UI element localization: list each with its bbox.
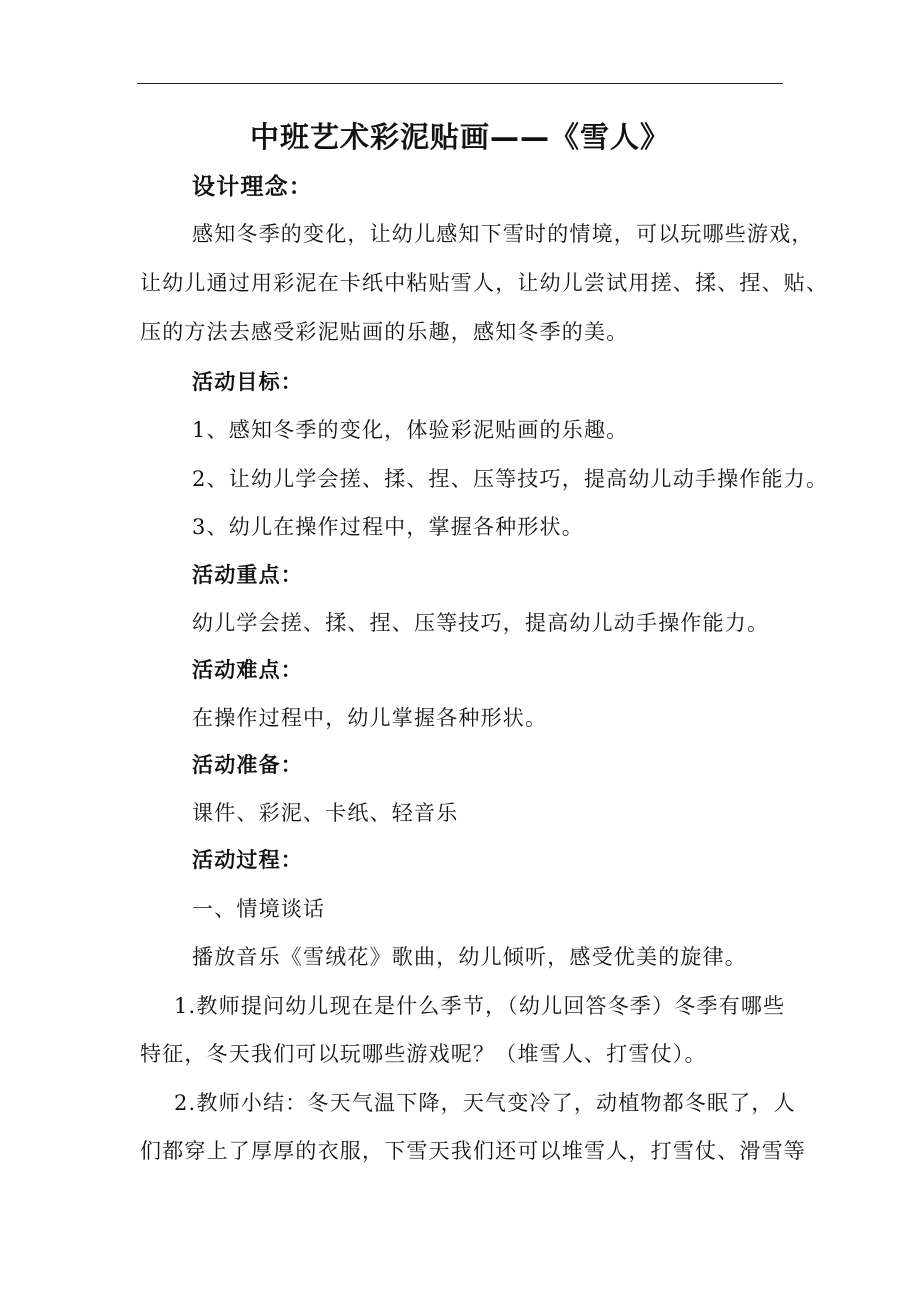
paragraph-line: 特征，冬天我们可以玩哪些游戏呢？（堆雪人、打雪仗）。 xyxy=(140,1042,707,1066)
key-points-text: 幼儿学会搓、揉、捏、压等技巧，提高幼儿动手操作能力。 xyxy=(192,611,770,635)
document-title: 中班艺术彩泥贴画——《雪人》 xyxy=(249,120,670,154)
goal-item: 2、让幼儿学会搓、揉、捏、压等技巧，提高幼儿动手操作能力。 xyxy=(192,467,829,491)
paragraph-line: 1.教师提问幼儿现在是什么季节，（幼儿回答冬季）冬季有哪些 xyxy=(174,994,786,1018)
paragraph-line: 播放音乐《雪绒花》歌曲，幼儿倾听，感受优美的旋律。 xyxy=(192,945,747,969)
heading-key-points: 活动重点： xyxy=(192,563,303,587)
goal-item: 1、感知冬季的变化，体验彩泥贴画的乐趣。 xyxy=(192,418,629,442)
paragraph-line: 压的方法去感受彩泥贴画的乐趣，感知冬季的美。 xyxy=(140,320,629,344)
heading-preparation: 活动准备： xyxy=(192,753,303,777)
heading-difficulties: 活动难点： xyxy=(192,658,303,682)
heading-process: 活动过程： xyxy=(192,848,303,872)
heading-goals: 活动目标： xyxy=(192,370,303,394)
goal-item: 3、幼儿在操作过程中，掌握各种形状。 xyxy=(192,515,584,539)
preparation-text: 课件、彩泥、卡纸、轻音乐 xyxy=(192,801,459,825)
paragraph-line: 感知冬季的变化，让幼儿感知下雪时的情境，可以玩哪些游戏， xyxy=(192,222,814,246)
paragraph-line: 让幼儿通过用彩泥在卡纸中粘贴雪人，让幼儿尝试用搓、揉、捏、贴、 xyxy=(140,271,829,295)
header-rule xyxy=(137,83,783,84)
difficulties-text: 在操作过程中，幼儿掌握各种形状。 xyxy=(192,706,548,730)
paragraph-line: 们都穿上了厚厚的衣服，下雪天我们还可以堆雪人，打雪仗、滑雪等 xyxy=(140,1139,806,1163)
paragraph-line: 2.教师小结：冬天气温下降，天气变冷了，动植物都冬眠了，人 xyxy=(174,1091,796,1115)
heading-design-concept: 设计理念： xyxy=(192,174,313,200)
process-section-title: 一、情境谈话 xyxy=(192,897,326,921)
